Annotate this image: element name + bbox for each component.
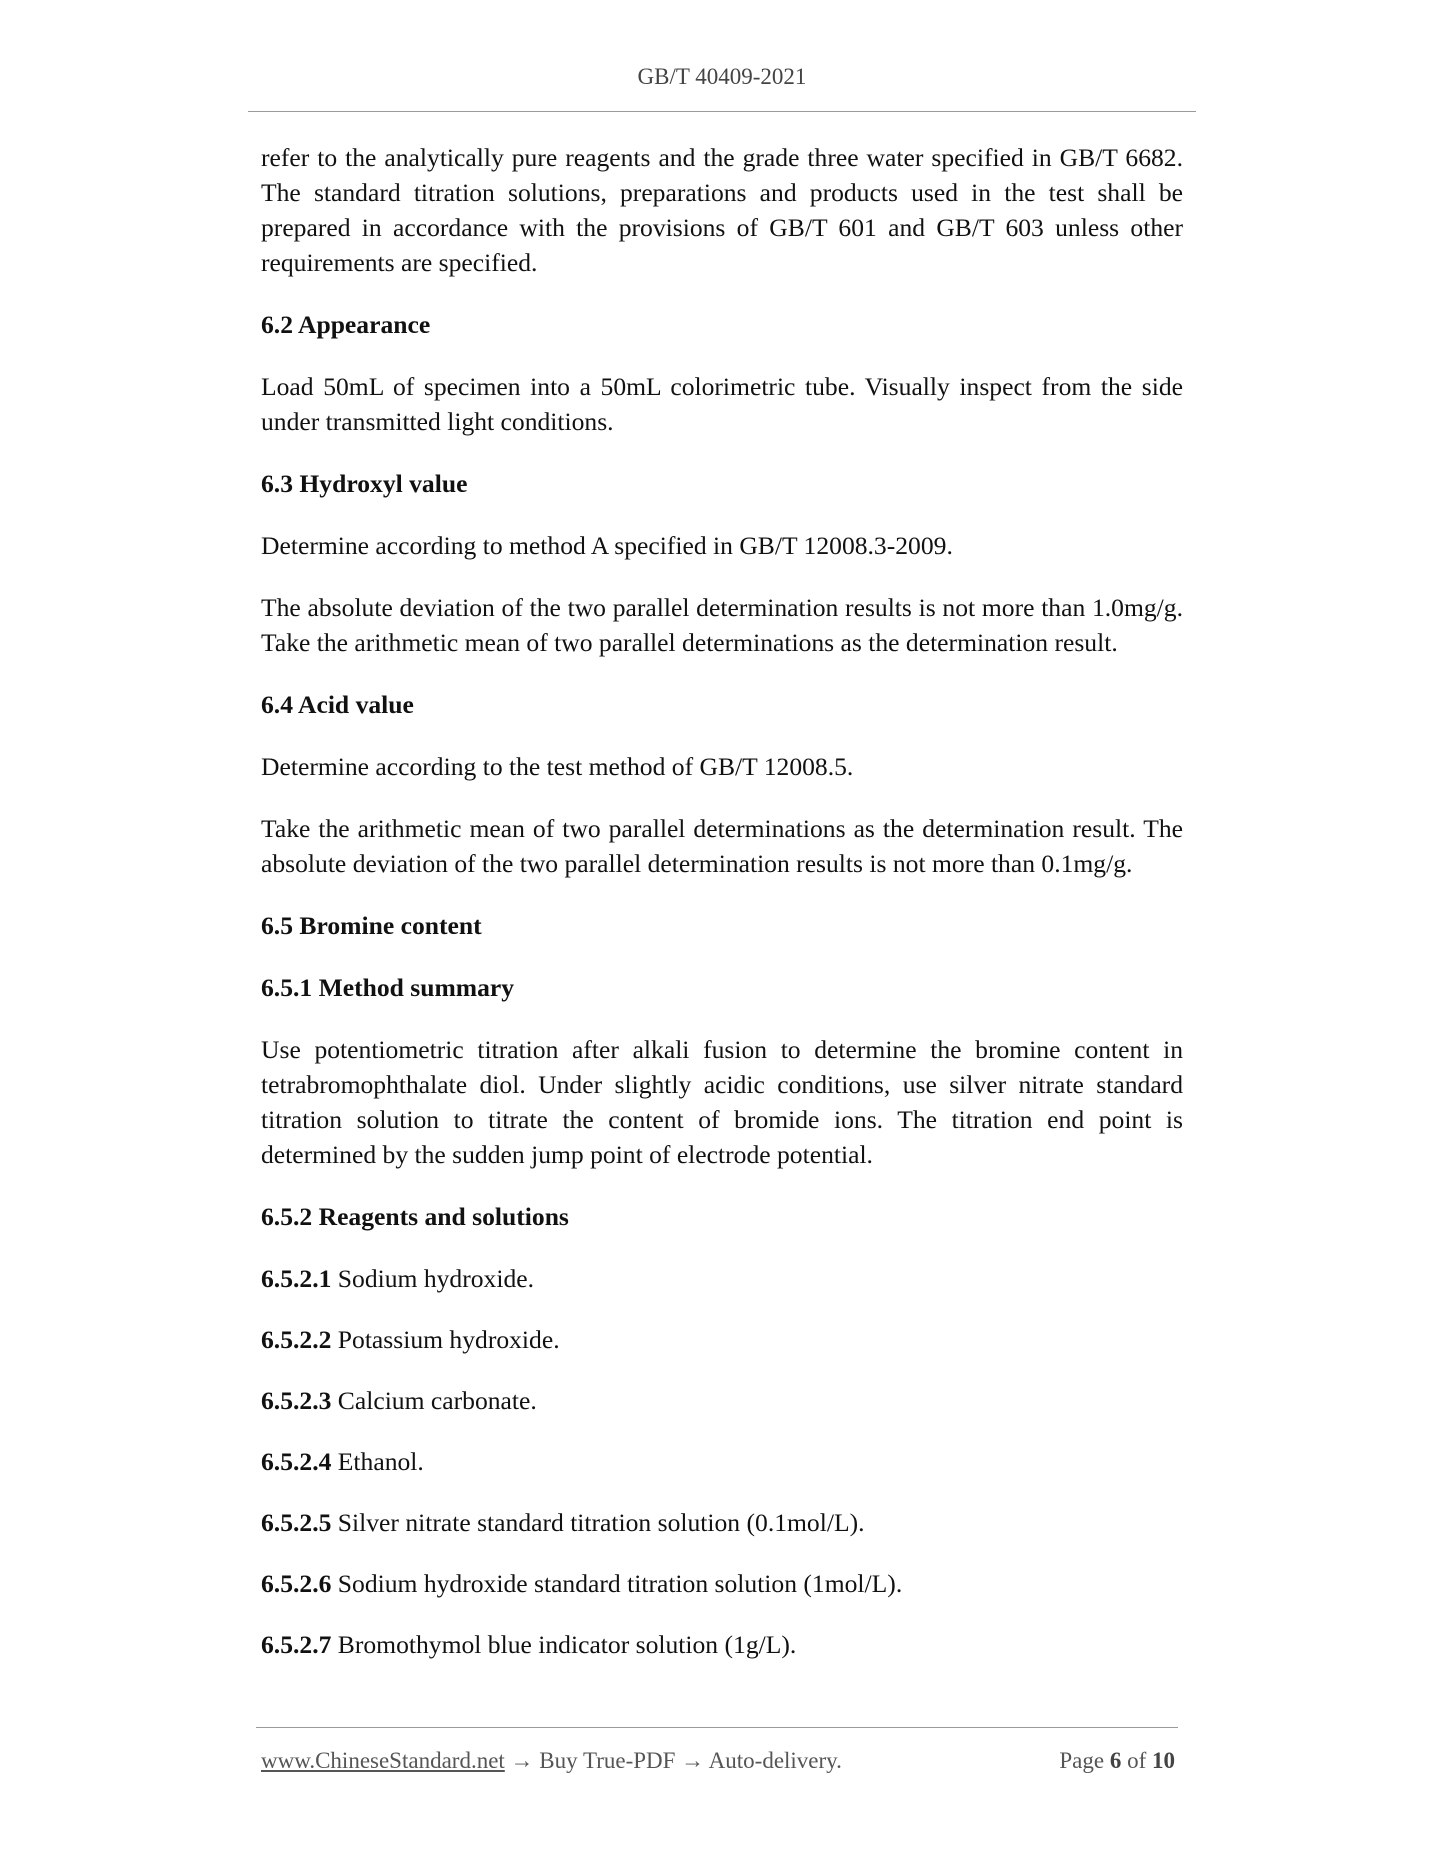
section-heading-reagents: 6.5.2 Reagents and solutions (261, 1202, 569, 1231)
reagent-item (261, 1505, 1183, 1540)
section-heading-bromine-content: 6.5 Bromine content (261, 911, 482, 940)
page-current: 6 (1109, 1748, 1122, 1773)
reagent-number: 6.5.2.7 (261, 1630, 332, 1659)
reagent-text: Sodium hydroxide. (331, 1264, 535, 1293)
page-total: 10 (1152, 1748, 1175, 1773)
header-divider (248, 111, 1196, 112)
reagent-item (261, 1322, 1183, 1357)
reagent-text: Calcium carbonate. (331, 1386, 537, 1415)
reagent-item (261, 1444, 1183, 1479)
reagent-number: 6.5.2.1 (261, 1264, 332, 1293)
standard-code: GB/T 40409-2021 (637, 64, 807, 89)
reagent-item (261, 1383, 1183, 1418)
page-label: Page (1059, 1748, 1105, 1773)
hydroxyl-paragraph-1: Determine according to method A specified in GB/T 12008.3-2009. (261, 531, 953, 560)
footer-tagline: → Buy True-PDF → Auto-delivery. (504, 1748, 842, 1773)
reagent-item (261, 1627, 1183, 1662)
reagent-number: 6.5.2.5 (261, 1508, 332, 1537)
document-body (261, 140, 1183, 1688)
reagent-number: 6.5.2.2 (261, 1325, 332, 1354)
method-summary-paragraph: Use potentiometric titration after alkali fusion to determine the bromine content in tetrabromophthalate diol. Under slightly acidic conditions, use silver nitrate standard titration solution to titrate the content of bromide ions. The titration end point is determined by the sudden jump point of electrode potential. (261, 1035, 1183, 1169)
reagent-text: Silver nitrate standard titration solution (0.1mol/L). (331, 1508, 865, 1537)
page-header (248, 64, 1196, 90)
reagent-item (261, 1566, 1183, 1601)
appearance-paragraph: Load 50mL of specimen into a 50mL colorimetric tube. Visually inspect from the side under transmitted light conditions. (261, 372, 1183, 436)
reagent-item (261, 1261, 1183, 1296)
page-indicator (1059, 1748, 1175, 1774)
section-heading-acid-value: 6.4 Acid value (261, 690, 414, 719)
acid-paragraph-1: Determine according to the test method of GB/T 12008.5. (261, 752, 854, 781)
footer-divider (256, 1727, 1178, 1728)
reagent-number: 6.5.2.6 (261, 1569, 332, 1598)
reagent-number: 6.5.2.3 (261, 1386, 332, 1415)
reagent-text: Ethanol. (331, 1447, 424, 1476)
acid-paragraph-2: Take the arithmetic mean of two parallel determinations as the determination result. The absolute deviation of the two parallel determination results is not more than 0.1mg/g. (261, 814, 1183, 878)
section-heading-appearance: 6.2 Appearance (261, 310, 431, 339)
page-of-label: of (1127, 1748, 1147, 1773)
reagent-text: Potassium hydroxide. (331, 1325, 560, 1354)
page-footer (261, 1748, 1175, 1774)
section-heading-hydroxyl-value: 6.3 Hydroxyl value (261, 469, 468, 498)
section-heading-method-summary: 6.5.1 Method summary (261, 973, 515, 1002)
reagent-text: Bromothymol blue indicator solution (1g/L). (331, 1630, 797, 1659)
reagent-number: 6.5.2.4 (261, 1447, 332, 1476)
website-link[interactable]: www.ChineseStandard.net (261, 1748, 505, 1773)
intro-paragraph: refer to the analytically pure reagents and the grade three water specified in GB/T 6682. The standard titration solutions, preparations and products used in the test shall be prepared in accordance with the provisions of GB/T 601 and GB/T 603 unless other requirements are specified. (261, 143, 1183, 277)
footer-promo (261, 1748, 842, 1773)
hydroxyl-paragraph-2: The absolute deviation of the two parallel determination results is not more than 1.0mg/g. Take the arithmetic mean of two parallel determinations as the determination result. (261, 593, 1183, 657)
reagent-text: Sodium hydroxide standard titration solution (1mol/L). (331, 1569, 903, 1598)
